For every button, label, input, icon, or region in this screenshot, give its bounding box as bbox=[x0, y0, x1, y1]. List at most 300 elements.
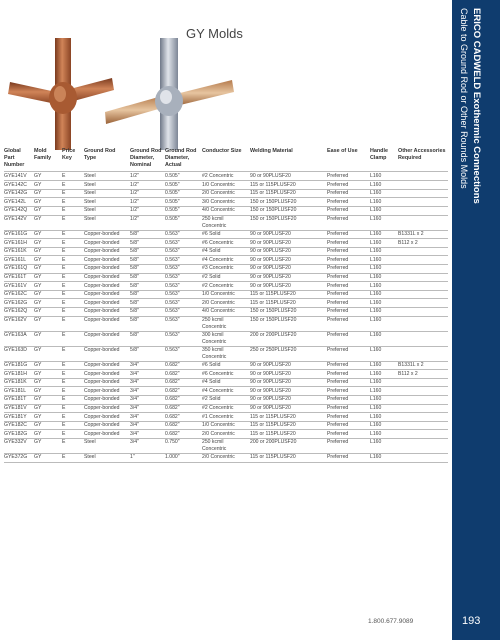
table-cell: GYE372G bbox=[4, 454, 28, 461]
table-cell: Copper-bonded bbox=[84, 422, 120, 429]
copper-rod-illustration bbox=[8, 38, 114, 150]
table-cell: 0.563" bbox=[165, 299, 180, 306]
table-cell: L160 bbox=[370, 274, 382, 280]
table-cell: 5/8" bbox=[130, 239, 139, 246]
table-cell: 3/4" bbox=[130, 370, 139, 377]
table-cell: E bbox=[62, 190, 66, 197]
table-cell: E bbox=[62, 308, 66, 315]
table-cell: E bbox=[62, 387, 66, 394]
table-cell: 0.682" bbox=[165, 370, 180, 377]
table-cell: E bbox=[62, 207, 66, 214]
table-cell: 90 or 90PLUSF20 bbox=[250, 265, 291, 272]
table-cell: 0.682" bbox=[165, 379, 180, 386]
table-cell: GY bbox=[34, 256, 42, 263]
table-cell: GY bbox=[34, 308, 42, 315]
table-cell: Copper-bonded bbox=[84, 387, 120, 394]
column-header: Handle Clamp bbox=[370, 148, 388, 161]
table-cell: GYE142C bbox=[4, 181, 27, 188]
table-cell: GYE182C bbox=[4, 422, 27, 429]
table-cell: L160 bbox=[370, 422, 382, 429]
side-title: ERICO CADWELD Exothermic Connections bbox=[471, 8, 482, 204]
table-cell: 5/8" bbox=[130, 308, 139, 315]
table-cell: GY bbox=[34, 190, 42, 197]
table-cell: 115 or 115PLUSF20 bbox=[250, 291, 296, 298]
table-cell: GYE181Y bbox=[4, 413, 27, 420]
table-cell: B1331L x 2 bbox=[398, 362, 424, 368]
table-cell: GY bbox=[34, 405, 42, 411]
column-header: Other Accessories Required bbox=[398, 148, 446, 161]
phone-number: 1.800.677.9089 bbox=[368, 618, 414, 625]
table-cell: GYE162C bbox=[4, 291, 27, 298]
table-cell: 0.563" bbox=[165, 347, 180, 353]
table-cell: 5/8" bbox=[130, 332, 139, 338]
table-cell: GY bbox=[34, 454, 42, 461]
table-cell: E bbox=[62, 248, 66, 255]
table-cell: 0.563" bbox=[165, 265, 180, 272]
column-header: Ground Rod Diameter, Nominal bbox=[130, 148, 162, 168]
column-header: Global Part Number bbox=[4, 148, 25, 168]
table-cell: 0.563" bbox=[165, 274, 180, 280]
product-image bbox=[0, 34, 290, 152]
table-cell: 115 or 115PLUSF20 bbox=[250, 430, 296, 437]
table-cell: E bbox=[62, 181, 66, 188]
table-cell: 0.505" bbox=[165, 181, 180, 188]
table-cell: 0.563" bbox=[165, 291, 180, 298]
table-cell: 0.563" bbox=[165, 256, 180, 263]
table-cell: Steel bbox=[84, 216, 96, 222]
table-cell: Copper-bonded bbox=[84, 405, 120, 411]
table-cell: 1/0 Concentric bbox=[202, 422, 235, 429]
table-cell: E bbox=[62, 396, 66, 403]
table-cell: GY bbox=[34, 231, 42, 237]
table-cell: 5/8" bbox=[130, 256, 139, 263]
table-cell: #4 Solid bbox=[202, 248, 221, 255]
table-cell: #4 Solid bbox=[202, 379, 221, 386]
table-cell: GY bbox=[34, 274, 42, 280]
table-cell: 0.505" bbox=[165, 216, 180, 222]
table-cell: GYE161T bbox=[4, 274, 27, 280]
table-cell: GYE161G bbox=[4, 231, 28, 237]
table-cell: E bbox=[62, 379, 66, 386]
table-cell: GY bbox=[34, 317, 42, 323]
table-cell: Preferred bbox=[327, 430, 349, 437]
table-cell: 0.505" bbox=[165, 190, 180, 197]
table-cell: E bbox=[62, 173, 66, 179]
table-cell: 0.750" bbox=[165, 439, 180, 446]
table-cell: Steel bbox=[84, 207, 96, 214]
table-cell: 3/4" bbox=[130, 379, 139, 386]
column-header: Welding Material bbox=[250, 148, 293, 154]
table-cell: 90 or 90PLUSF20 bbox=[250, 231, 291, 237]
table-cell: E bbox=[62, 231, 66, 237]
table-cell: GY bbox=[34, 347, 42, 353]
table-cell: E bbox=[62, 317, 66, 323]
table-cell: 90 or 90PLUSF20 bbox=[250, 362, 291, 368]
table-cell: 90 or 90PLUSF20 bbox=[250, 256, 291, 263]
table-cell: 0.682" bbox=[165, 387, 180, 394]
table-cell: 2/0 Concentric bbox=[202, 299, 235, 306]
table-cell: 3/4" bbox=[130, 396, 139, 403]
table-cell: L160 bbox=[370, 317, 382, 323]
table-cell: 5/8" bbox=[130, 347, 139, 353]
table-cell: L160 bbox=[370, 198, 382, 205]
table-cell: 0.563" bbox=[165, 332, 180, 338]
table-cell: 150 or 150PLUSF20 bbox=[250, 317, 297, 323]
page-title: GY Molds bbox=[186, 26, 243, 41]
table-cell: 250 kcmil Concentric bbox=[202, 216, 227, 229]
table-cell: 115 or 115PLUSF20 bbox=[250, 190, 296, 197]
table-cell: 250 kcmil Concentric bbox=[202, 439, 227, 452]
table-cell: GY bbox=[34, 370, 42, 377]
table-cell: GY bbox=[34, 439, 42, 446]
table-cell: 5/8" bbox=[130, 231, 139, 237]
table-cell: E bbox=[62, 274, 66, 280]
table-cell: #3 Concentric bbox=[202, 265, 234, 272]
table-cell: GYE161L bbox=[4, 256, 27, 263]
table-cell: GYE181G bbox=[4, 362, 28, 368]
table-cell: 250 or 250PLUSF20 bbox=[250, 347, 297, 353]
table-cell: Copper-bonded bbox=[84, 413, 120, 420]
table-cell: Steel bbox=[84, 454, 96, 461]
table-cell: 3/4" bbox=[130, 422, 139, 429]
table-cell: Copper-bonded bbox=[84, 332, 120, 338]
table-cell: L160 bbox=[370, 430, 382, 437]
table-cell: 1/2" bbox=[130, 173, 139, 179]
table-cell: #2 Solid bbox=[202, 396, 221, 403]
table-cell: 300 kcmil Concentric bbox=[202, 332, 227, 345]
table-cell: #2 Concentric bbox=[202, 282, 234, 289]
table-cell: #2 Concentric bbox=[202, 173, 234, 179]
table-cell: GY bbox=[34, 216, 42, 222]
table-cell: GY bbox=[34, 239, 42, 246]
row-rule bbox=[4, 462, 448, 463]
table-cell: 90 or 90PLUSF20 bbox=[250, 396, 291, 403]
table-cell: GY bbox=[34, 181, 42, 188]
table-cell: 4/0 Concentric bbox=[202, 207, 235, 214]
table-cell: E bbox=[62, 430, 66, 437]
table-cell: 0.682" bbox=[165, 405, 180, 411]
table-cell: 2/0 Concentric bbox=[202, 454, 235, 461]
table-cell: 90 or 90PLUSF20 bbox=[250, 370, 291, 377]
table-cell: Preferred bbox=[327, 239, 349, 246]
table-cell: E bbox=[62, 239, 66, 246]
table-cell: Copper-bonded bbox=[84, 282, 120, 289]
table-cell: 1/2" bbox=[130, 198, 139, 205]
table-cell: E bbox=[62, 256, 66, 263]
table-cell: GYE142G bbox=[4, 190, 28, 197]
table-cell: Copper-bonded bbox=[84, 347, 120, 353]
table-cell: L160 bbox=[370, 190, 382, 197]
table-cell: Copper-bonded bbox=[84, 239, 120, 246]
column-header: Conductor Size bbox=[202, 148, 242, 154]
table-cell: Preferred bbox=[327, 379, 349, 386]
table-cell: Preferred bbox=[327, 317, 349, 323]
table-cell: Preferred bbox=[327, 291, 349, 298]
table-cell: #6 Solid bbox=[202, 362, 221, 368]
table-cell: 0.682" bbox=[165, 396, 180, 403]
table-cell: 90 or 90PLUSF20 bbox=[250, 248, 291, 255]
table-cell: L160 bbox=[370, 379, 382, 386]
header-rule bbox=[4, 171, 448, 172]
table-cell: E bbox=[62, 370, 66, 377]
side-subtitle: Cable to Ground Rod or Other Rounds Molds bbox=[459, 8, 469, 189]
table-cell: E bbox=[62, 265, 66, 272]
table-cell: Steel bbox=[84, 173, 96, 179]
table-cell: Preferred bbox=[327, 396, 349, 403]
table-cell: Copper-bonded bbox=[84, 299, 120, 306]
table-cell: 115 or 115PLUSF20 bbox=[250, 413, 296, 420]
table-cell: GY bbox=[34, 332, 42, 338]
table-cell: Steel bbox=[84, 439, 96, 446]
table-cell: Copper-bonded bbox=[84, 396, 120, 403]
table-cell: GY bbox=[34, 291, 42, 298]
table-cell: 3/4" bbox=[130, 413, 139, 420]
table-cell: #6 Concentric bbox=[202, 239, 234, 246]
table-cell: GY bbox=[34, 430, 42, 437]
table-cell: 90 or 90PLUSF20 bbox=[250, 239, 291, 246]
column-header: Mold Family bbox=[34, 148, 52, 161]
table-cell: 0.682" bbox=[165, 430, 180, 437]
page-number: 193 bbox=[462, 615, 481, 627]
table-cell: Preferred bbox=[327, 454, 349, 461]
table-cell: E bbox=[62, 439, 66, 446]
table-cell: GY bbox=[34, 207, 42, 214]
table-cell: Copper-bonded bbox=[84, 317, 120, 323]
table-cell: 3/4" bbox=[130, 430, 139, 437]
table-cell: L160 bbox=[370, 231, 382, 237]
table-cell: GYE181K bbox=[4, 379, 27, 386]
table-cell: GYE161K bbox=[4, 248, 27, 255]
table-cell: 5/8" bbox=[130, 248, 139, 255]
table-cell: Preferred bbox=[327, 405, 349, 411]
table-cell: 0.682" bbox=[165, 362, 180, 368]
table-cell: 115 or 115PLUSF20 bbox=[250, 181, 296, 188]
table-cell: GYE162Q bbox=[4, 308, 28, 315]
table-cell: GYE181T bbox=[4, 396, 27, 403]
table-cell: 0.682" bbox=[165, 422, 180, 429]
table-cell: 1/2" bbox=[130, 207, 139, 214]
table-cell: 150 or 150PLUSF20 bbox=[250, 308, 297, 315]
table-cell: 1.000" bbox=[165, 454, 180, 461]
table-cell: GY bbox=[34, 265, 42, 272]
table-cell: L160 bbox=[370, 396, 382, 403]
table-cell: 3/4" bbox=[130, 405, 139, 411]
column-header: Price Key bbox=[62, 148, 76, 161]
table-cell: L160 bbox=[370, 387, 382, 394]
table-cell: L160 bbox=[370, 256, 382, 263]
table-cell: 0.563" bbox=[165, 282, 180, 289]
table-cell: 5/8" bbox=[130, 274, 139, 280]
table-cell: 150 or 150PLUSF20 bbox=[250, 207, 297, 214]
table-cell: L160 bbox=[370, 347, 382, 353]
table-cell: GY bbox=[34, 379, 42, 386]
table-cell: 5/8" bbox=[130, 299, 139, 306]
table-cell: E bbox=[62, 216, 66, 222]
table-cell: GYE161Q bbox=[4, 265, 28, 272]
table-cell: L160 bbox=[370, 299, 382, 306]
table-cell: Preferred bbox=[327, 308, 349, 315]
table-cell: 0.563" bbox=[165, 308, 180, 315]
table-cell: #2 Solid bbox=[202, 274, 221, 280]
table-cell: L160 bbox=[370, 291, 382, 298]
table-cell: L160 bbox=[370, 405, 382, 411]
table-cell: #4 Concentric bbox=[202, 256, 234, 263]
table-cell: Copper-bonded bbox=[84, 430, 120, 437]
table-cell: GYE181V bbox=[4, 405, 27, 411]
table-cell: L160 bbox=[370, 207, 382, 214]
table-cell: L160 bbox=[370, 454, 382, 461]
table-cell: L160 bbox=[370, 370, 382, 377]
table-cell: GYE161V bbox=[4, 282, 27, 289]
table-cell: 0.563" bbox=[165, 317, 180, 323]
table-cell: GYE181H bbox=[4, 370, 27, 377]
table-cell: 150 or 150PLUSF20 bbox=[250, 216, 297, 222]
table-cell: Preferred bbox=[327, 439, 349, 446]
table-cell: 5/8" bbox=[130, 265, 139, 272]
table-cell: GYE162V bbox=[4, 317, 27, 323]
table-cell: GYE332V bbox=[4, 439, 27, 446]
table-cell: 115 or 115PLUSF20 bbox=[250, 454, 296, 461]
table-cell: Preferred bbox=[327, 256, 349, 263]
table-cell: Preferred bbox=[327, 190, 349, 197]
table-cell: Copper-bonded bbox=[84, 291, 120, 298]
table-cell: 3/4" bbox=[130, 439, 139, 446]
table-cell: L160 bbox=[370, 413, 382, 420]
table-cell: Copper-bonded bbox=[84, 308, 120, 315]
table-cell: 90 or 90PLUSF20 bbox=[250, 274, 291, 280]
table-cell: 3/0 Concentric bbox=[202, 198, 235, 205]
table-cell: 1/2" bbox=[130, 181, 139, 188]
table-cell: L160 bbox=[370, 181, 382, 188]
table-cell: E bbox=[62, 198, 66, 205]
table-cell: GY bbox=[34, 422, 42, 429]
table-cell: Preferred bbox=[327, 422, 349, 429]
table-cell: 0.563" bbox=[165, 248, 180, 255]
table-cell: 1/2" bbox=[130, 190, 139, 197]
table-cell: GY bbox=[34, 299, 42, 306]
table-cell: Preferred bbox=[327, 231, 349, 237]
table-cell: Preferred bbox=[327, 370, 349, 377]
table-cell: Preferred bbox=[327, 173, 349, 179]
table-cell: Preferred bbox=[327, 347, 349, 353]
table-cell: GYE181L bbox=[4, 387, 27, 394]
table-cell: 5/8" bbox=[130, 317, 139, 323]
table-cell: #2 Concentric bbox=[202, 405, 234, 411]
table-cell: E bbox=[62, 454, 66, 461]
table-cell: E bbox=[62, 282, 66, 289]
table-cell: 90 or 90PLUSF20 bbox=[250, 379, 291, 386]
table-cell: E bbox=[62, 413, 66, 420]
table-cell: GYE141V bbox=[4, 173, 27, 179]
table-cell: GY bbox=[34, 413, 42, 420]
table-cell: #4 Concentric bbox=[202, 387, 234, 394]
table-cell: E bbox=[62, 405, 66, 411]
table-cell: GY bbox=[34, 282, 42, 289]
table-cell: 0.682" bbox=[165, 413, 180, 420]
table-cell: 250 kcmil Concentric bbox=[202, 317, 227, 330]
table-cell: L160 bbox=[370, 239, 382, 246]
table-cell: 90 or 90PLUSF20 bbox=[250, 173, 291, 179]
table-cell: Preferred bbox=[327, 274, 349, 280]
table-cell: Preferred bbox=[327, 299, 349, 306]
table-cell: 0.505" bbox=[165, 198, 180, 205]
table-cell: GYE162G bbox=[4, 299, 28, 306]
steel-rod-illustration bbox=[105, 38, 234, 150]
table-cell: Copper-bonded bbox=[84, 370, 120, 377]
table-cell: L160 bbox=[370, 308, 382, 315]
table-cell: Preferred bbox=[327, 216, 349, 222]
column-header: Ground Rod Diameter, Actual bbox=[165, 148, 197, 168]
table-cell: 1" bbox=[130, 454, 135, 461]
table-cell: 1/0 Concentric bbox=[202, 291, 235, 298]
table-cell: 0.505" bbox=[165, 207, 180, 214]
table-cell: GY bbox=[34, 387, 42, 394]
table-cell: GYE163D bbox=[4, 347, 27, 353]
table-cell: 2/0 Concentric bbox=[202, 430, 235, 437]
column-header: Ground Rod Type bbox=[84, 148, 116, 161]
table-cell: GYE182G bbox=[4, 430, 28, 437]
table-cell: 115 or 115PLUSF20 bbox=[250, 422, 296, 429]
table-cell: Preferred bbox=[327, 248, 349, 255]
table-cell: GYE163A bbox=[4, 332, 27, 338]
table-cell: 2/0 Concentric bbox=[202, 190, 235, 197]
table-cell: #6 Concentric bbox=[202, 370, 234, 377]
table-cell: L160 bbox=[370, 282, 382, 289]
table-cell: Preferred bbox=[327, 332, 349, 338]
table-cell: 200 or 200PLUSF20 bbox=[250, 439, 297, 446]
table-cell: Copper-bonded bbox=[84, 231, 120, 237]
table-cell: Copper-bonded bbox=[84, 379, 120, 386]
table-cell: GY bbox=[34, 173, 42, 179]
table-cell: 0.563" bbox=[165, 239, 180, 246]
table-cell: 90 or 90PLUSF20 bbox=[250, 387, 291, 394]
table-cell: Preferred bbox=[327, 198, 349, 205]
table-cell: 90 or 90PLUSF20 bbox=[250, 405, 291, 411]
table-cell: GYE142Q bbox=[4, 207, 28, 214]
table-cell: GY bbox=[34, 362, 42, 368]
table-cell: Preferred bbox=[327, 265, 349, 272]
table-cell: 3/4" bbox=[130, 362, 139, 368]
table-cell: E bbox=[62, 291, 66, 298]
table-cell: B1331L x 2 bbox=[398, 231, 424, 237]
table-cell: Steel bbox=[84, 198, 96, 205]
table-cell: E bbox=[62, 422, 66, 429]
table-cell: Copper-bonded bbox=[84, 265, 120, 272]
table-cell: GYE142L bbox=[4, 198, 27, 205]
table-cell: GY bbox=[34, 248, 42, 255]
table-cell: L160 bbox=[370, 332, 382, 338]
table-cell: Copper-bonded bbox=[84, 256, 120, 263]
table-cell: B112 x 2 bbox=[398, 239, 418, 246]
table-cell: 150 or 150PLUSF20 bbox=[250, 198, 297, 205]
table-cell: Preferred bbox=[327, 181, 349, 188]
table-cell: L160 bbox=[370, 216, 382, 222]
table-cell: E bbox=[62, 362, 66, 368]
table-cell: 200 or 200PLUSF20 bbox=[250, 332, 297, 338]
table-cell: 0.563" bbox=[165, 231, 180, 237]
table-cell: Preferred bbox=[327, 413, 349, 420]
table-cell: 90 or 90PLUSF20 bbox=[250, 282, 291, 289]
table-cell: L160 bbox=[370, 362, 382, 368]
table-cell: 4/0 Concentric bbox=[202, 308, 235, 315]
table-cell: 3/4" bbox=[130, 387, 139, 394]
table-cell: GYE142V bbox=[4, 216, 27, 222]
table-cell: B112 x 2 bbox=[398, 370, 418, 377]
column-header: Ease of Use bbox=[327, 148, 358, 154]
table-cell: 5/8" bbox=[130, 282, 139, 289]
table-cell: Preferred bbox=[327, 207, 349, 214]
table-cell: Copper-bonded bbox=[84, 274, 120, 280]
